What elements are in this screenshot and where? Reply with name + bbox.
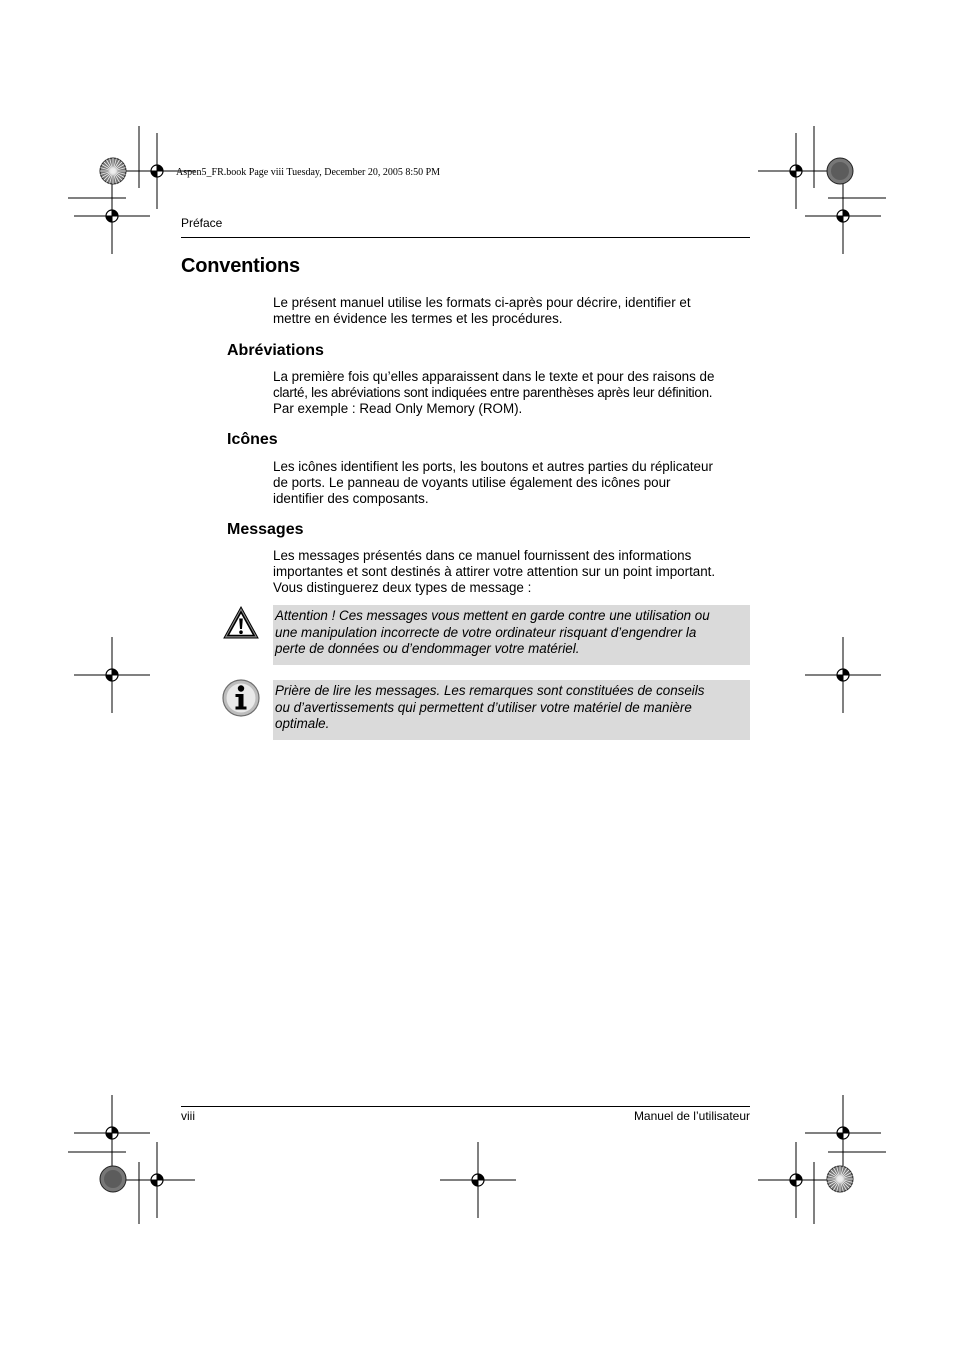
- footer-rule: [181, 1106, 750, 1107]
- registration-mark: [805, 1095, 881, 1171]
- text-line: optimale.: [275, 716, 330, 731]
- text-line: ou d’avertissements qui permettent d’utiliser votre matériel de manière: [275, 699, 692, 715]
- warning-triangle-icon: [222, 604, 260, 642]
- star-target: [827, 1166, 853, 1192]
- icons-paragraph: [273, 459, 753, 507]
- registration-mark: [74, 178, 150, 254]
- star-target: [827, 158, 853, 184]
- registration-mark: [758, 133, 834, 209]
- registration-mark: [805, 637, 881, 713]
- text-line: mettre en évidence les termes et les procédures.: [273, 311, 563, 326]
- page-title: Conventions: [181, 255, 300, 277]
- note-text: [275, 683, 704, 733]
- text-line: identifier des composants.: [273, 491, 429, 506]
- registration-mark: [805, 178, 881, 254]
- caution-callout: [273, 605, 750, 665]
- text-line: Les icônes identifient les ports, les boutons et autres parties du réplicateur: [273, 459, 713, 474]
- star-target: [100, 158, 126, 184]
- text-line: Les messages présentés dans ce manuel fournissent des informations: [273, 548, 692, 563]
- running-header: Préface: [181, 216, 223, 230]
- star-target: [100, 1166, 126, 1192]
- registration-mark: [758, 1142, 834, 1218]
- text-line: de ports. Le panneau de voyants utilise également des icônes pour: [273, 475, 671, 490]
- crop-lines: [68, 126, 886, 1224]
- icons-heading: Icônes: [227, 431, 278, 448]
- text-line: La première fois qu’elles apparaissent dans le texte et pour des raisons de: [273, 369, 715, 384]
- page-number: viii: [181, 1109, 195, 1123]
- messages-paragraph: [273, 548, 753, 596]
- info-icon: [221, 678, 261, 718]
- text-line: importantes et sont destinés à attirer votre attention sur un point important.: [273, 564, 716, 579]
- manual-title: Manuel de l’utilisateur: [633, 1109, 750, 1123]
- abbreviations-heading: Abréviations: [227, 342, 324, 359]
- text-line: perte de données ou d’endommager votre matériel.: [275, 641, 580, 656]
- caution-text: [275, 608, 710, 658]
- messages-heading: Messages: [227, 521, 304, 538]
- print-slug: Aspen5_FR.book Page viii Tuesday, December 20, 2005 8:50 PM: [176, 167, 441, 178]
- text-line: une manipulation incorrecte de votre ordinateur risquant d’engendrer la: [275, 624, 697, 640]
- note-callout: [273, 680, 750, 740]
- text-line: Le présent manuel utilise les formats ci-après pour décrire, identifier et: [273, 295, 691, 310]
- header-rule: [181, 237, 750, 238]
- text-line: Vous distinguerez deux types de message :: [273, 580, 532, 595]
- text-line: Attention ! Ces messages vous mettent en garde contre une utilisation ou: [275, 608, 710, 623]
- abbreviations-paragraph: [273, 369, 753, 417]
- text-line: clarté, les abréviations sont indiquées entre parenthèses après leur définition.: [273, 385, 713, 400]
- intro-paragraph: [273, 295, 753, 327]
- registration-mark: [119, 1142, 195, 1218]
- registration-mark: [74, 637, 150, 713]
- registration-mark: [440, 1142, 516, 1218]
- text-line: Par exemple : Read Only Memory (ROM).: [273, 401, 523, 416]
- text-line: Prière de lire les messages. Les remarques sont constituées de conseils: [275, 683, 705, 698]
- registration-mark: [74, 1095, 150, 1171]
